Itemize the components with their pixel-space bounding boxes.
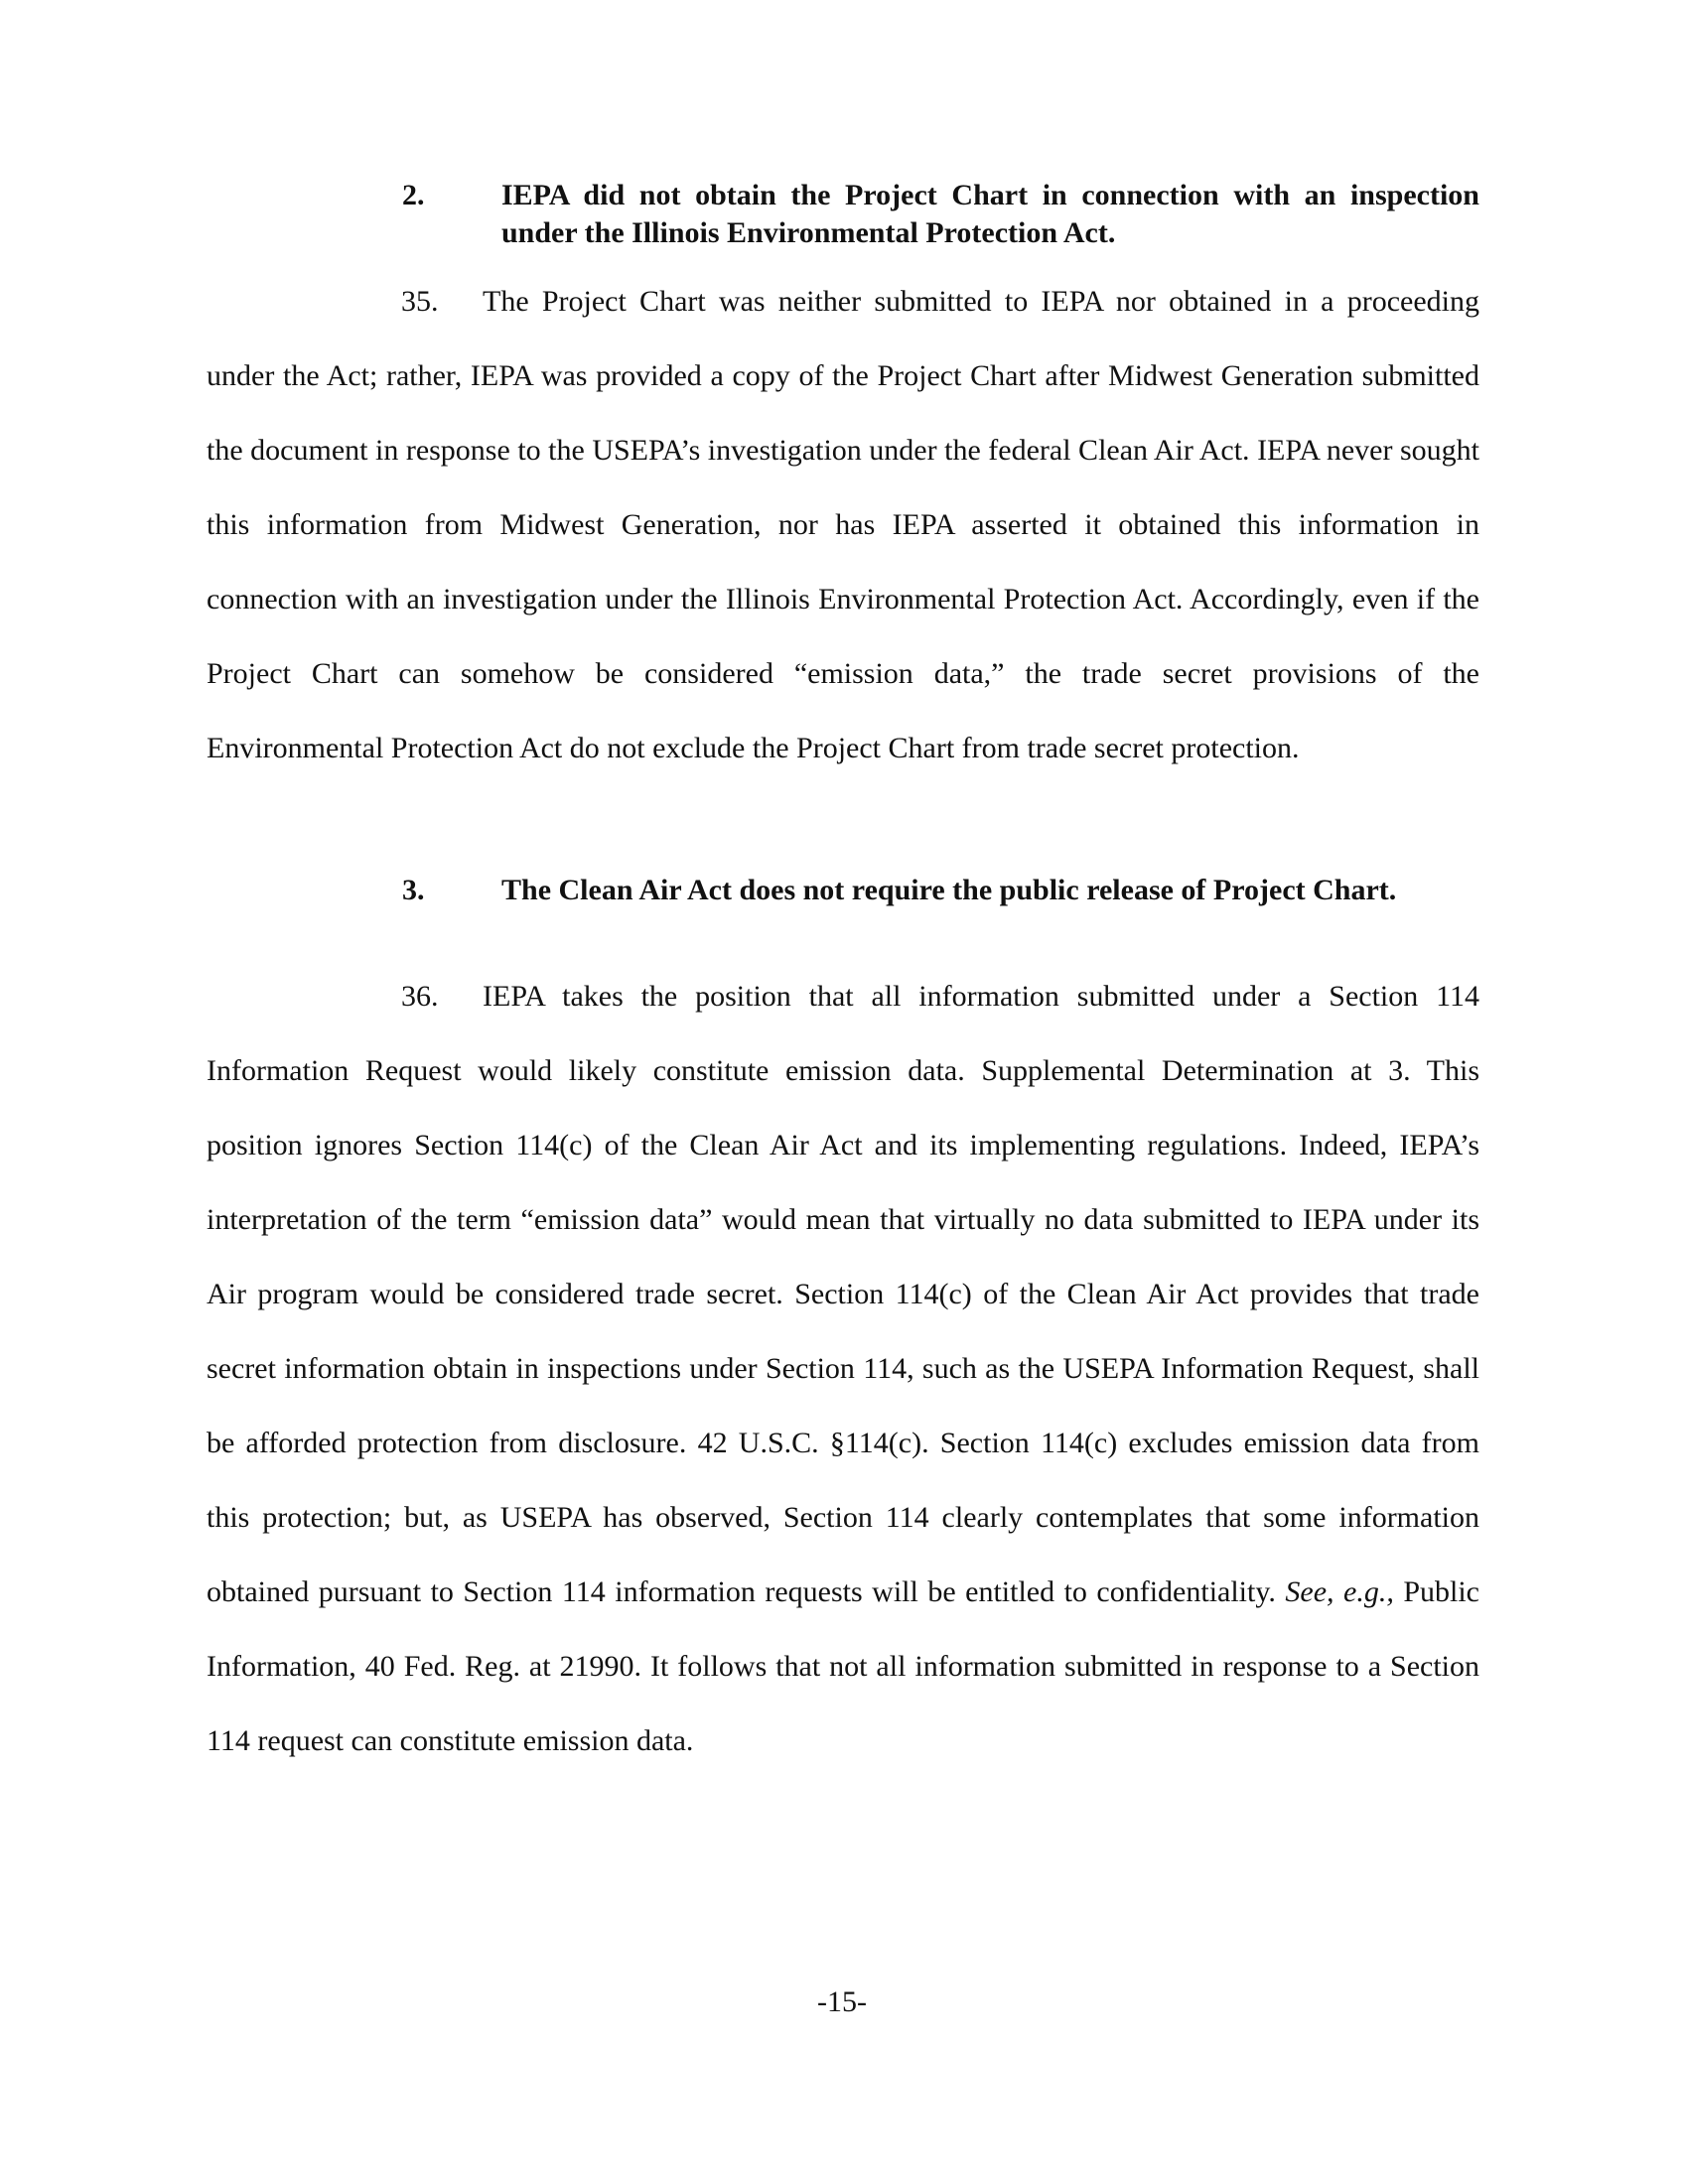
- paragraph-35: [207, 264, 1479, 785]
- paragraph-text: IEPA takes the position that all information submitted under a Section 114 Information Request would likely constitute emission data. Supplemental Determination at 3. This position ignores Section 114(c) of the Clean Air Act and its implementing regulations. Indeed, IEPA’s interpretation of the term “emission data” would mean that virtually no data submitted to IEPA under its Air program would be considered trade secret. Section 114(c) of the Clean Air Act provides that trade secret information obtain in inspections under Section 114, such as the USEPA Information Request, shall be afforded protection from disclosure. 42 U.S.C. §114(c). Section 114(c) excludes emission data from this protection; but, as USEPA has observed, Section 114 clearly contemplates that some information obtained pursuant to Section 114 information requests will be entitled to confidentiality.: [207, 980, 1479, 1608]
- section-title: IEPA did not obtain the Project Chart in connection with an inspection under the Illinois Environmental Protection Act.: [501, 179, 1479, 249]
- section-heading-3: [402, 872, 1479, 909]
- citation-signal: See, e.g.,: [1285, 1575, 1394, 1608]
- section-heading-2: [402, 177, 1479, 252]
- paragraph-number: 36.: [401, 980, 439, 1013]
- section-number: 3.: [402, 874, 425, 906]
- paragraph-text: The Project Chart was neither submitted to IEPA nor obtained in a proceeding under the Act; rather, IEPA was provided a copy of the Project Chart after Midwest Generation submitted the document in response to the USEPA’s investigation under the federal Clean Air Act. IEPA never sought this information from Midwest Generation, nor has IEPA asserted it obtained this information in connection with an investigation under the Illinois Environmental Protection Act. Accordingly, even if the Project Chart can somehow be considered “emission data,” the trade secret provisions of the Environmental Protection Act do not exclude the Project Chart from trade secret protection.: [207, 285, 1479, 764]
- paragraph-text-continued: Public Information, 40 Fed. Reg. at 21990. It follows that not all information submitted in response to a Section 114 request can constitute emission data.: [207, 1575, 1480, 1757]
- section-title: The Clean Air Act does not require the public release of Project Chart.: [501, 874, 1397, 906]
- section-number: 2.: [402, 179, 425, 211]
- page-number: -15-: [817, 1985, 867, 2018]
- paragraph-number: 35.: [401, 285, 439, 318]
- paragraph-36: [207, 959, 1479, 1778]
